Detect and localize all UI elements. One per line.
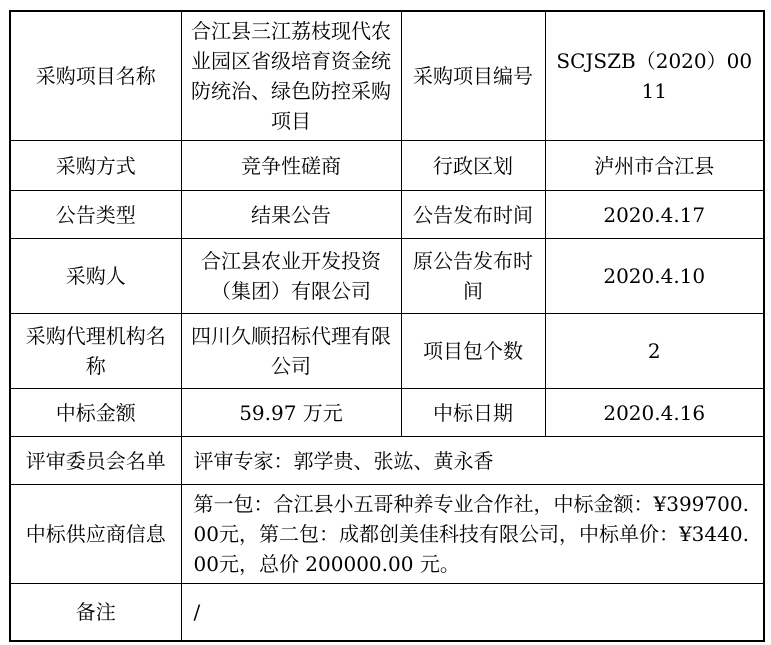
label-project-number: 采购项目编号	[401, 11, 545, 141]
label-winning-supplier-info: 中标供应商信息	[10, 485, 181, 584]
label-administrative-region: 行政区划	[401, 141, 545, 191]
value-project-name: 合江县三江荔枝现代农业园区省级培育资金统防统治、绿色防控采购项目	[181, 11, 401, 141]
label-procurement-method: 采购方式	[10, 141, 181, 191]
table-row	[10, 141, 764, 191]
table-row	[10, 239, 764, 314]
value-review-committee: 评审专家：郭学贵、张竑、黄永香	[181, 437, 764, 485]
value-winning-amount: 59.97 万元	[181, 389, 401, 437]
value-original-announcement-date: 2020.4.10	[545, 239, 764, 314]
label-package-count: 项目包个数	[401, 314, 545, 389]
value-announcement-type: 结果公告	[181, 191, 401, 239]
value-procurement-agency: 四川久顺招标代理有限公司	[181, 314, 401, 389]
label-winning-date: 中标日期	[401, 389, 545, 437]
label-review-committee: 评审委员会名单	[10, 437, 181, 485]
procurement-result-table	[9, 10, 765, 642]
label-announcement-type: 公告类型	[10, 191, 181, 239]
value-winning-supplier-info: 第一包：合江县小五哥种养专业合作社，中标金额：¥399700.00元，第二包：成都创美佳科技有限公司，中标单价：¥3440.00元，总价 200000.00 元。	[181, 485, 764, 584]
label-remarks: 备注	[10, 584, 181, 641]
value-procurement-method: 竞争性磋商	[181, 141, 401, 191]
table-row	[10, 485, 764, 584]
value-announcement-date: 2020.4.17	[545, 191, 764, 239]
value-winning-date: 2020.4.16	[545, 389, 764, 437]
table-row	[10, 584, 764, 641]
value-purchaser: 合江县农业开发投资（集团）有限公司	[181, 239, 401, 314]
table-row	[10, 389, 764, 437]
value-package-count: 2	[545, 314, 764, 389]
label-procurement-agency: 采购代理机构名称	[10, 314, 181, 389]
table-row	[10, 11, 764, 141]
label-winning-amount: 中标金额	[10, 389, 181, 437]
table-row	[10, 191, 764, 239]
label-announcement-date: 公告发布时间	[401, 191, 545, 239]
label-original-announcement-date: 原公告发布时间	[401, 239, 545, 314]
label-project-name: 采购项目名称	[10, 11, 181, 141]
value-project-number: SCJSZB（2020）0011	[545, 11, 764, 141]
table-row	[10, 437, 764, 485]
table-row	[10, 314, 764, 389]
value-remarks: /	[181, 584, 764, 641]
label-purchaser: 采购人	[10, 239, 181, 314]
value-administrative-region: 泸州市合江县	[545, 141, 764, 191]
